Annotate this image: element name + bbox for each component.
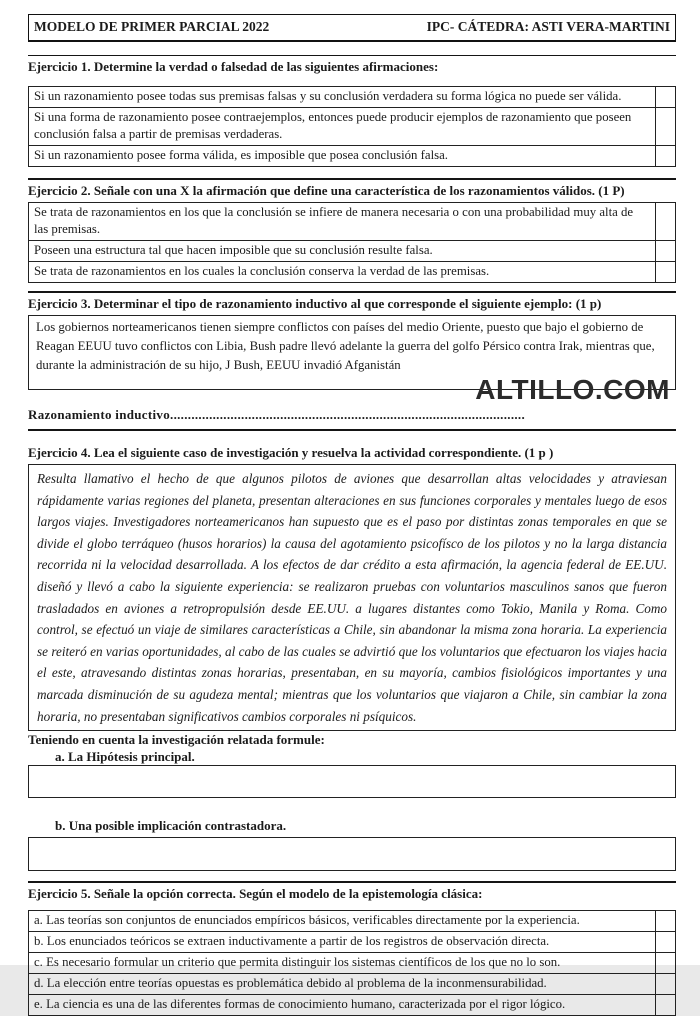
exercise3-answer-line: [28, 407, 676, 423]
answer-cell: [656, 241, 676, 262]
answer-cell: [656, 995, 676, 1016]
exercise5-title: Ejercicio 5. Señale la opción correcta. Según el modelo de la epistemología clásica:: [28, 886, 483, 902]
exercise4-title: Ejercicio 4. Lea el siguiente caso de investigación y resuelva la actividad correspondiente. (1 p ): [28, 445, 554, 460]
answer-cell: [656, 932, 676, 953]
answer-cell: [656, 974, 676, 995]
answer-cell: [656, 953, 676, 974]
answer-line-label: Razonamiento inductivo: [28, 407, 171, 422]
answer-cell: [656, 203, 676, 241]
statement-cell: Si una forma de razonamiento posee contraejemplos, entonces puede producir ejemplos de razonamiento que poseen conclusión falsa a partir de premisas verdaderas.: [29, 108, 656, 146]
answer-cell: [656, 146, 676, 167]
answer-cell: [656, 911, 676, 932]
site-watermark: ALTILLO.COM: [475, 374, 670, 405]
exercise2-table: [28, 202, 676, 283]
exercise3-title: Ejercicio 3. Determinar el tipo de razonamiento inductivo al que corresponde el siguiente ejemplo: (1 p): [28, 296, 602, 311]
section-divider: [28, 55, 676, 56]
exercise4-answer-box-a: [28, 765, 676, 798]
statement-cell: Se trata de razonamientos en los que la conclusión se infiere de manera necesaria o con una probabilidad muy alta de las premisas.: [29, 203, 656, 241]
exercise4-item-b: b. Una posible implicación contrastadora.: [55, 818, 287, 834]
table-row: [29, 911, 676, 932]
table-row: [29, 995, 676, 1016]
exercise1-title: Ejercicio 1. Determine la verdad o falsedad de las siguientes afirmaciones:: [28, 59, 439, 74]
option-cell: c. Es necesario formular un criterio que permita distinguir los sistemas científicos de los que no lo son.: [29, 953, 656, 974]
exam-title: MODELO DE PRIMER PARCIAL 2022: [34, 19, 270, 34]
table-row: [29, 108, 676, 146]
table-row: [29, 953, 676, 974]
section-divider: [28, 178, 676, 180]
exercise3-example-box: Los gobiernos norteamericanos tienen siempre conflictos con países del medio Oriente, puesto que bajo el gobierno de Reagan EEUU tuvo conflictos con Libia, Bush padre llevó adelante la guerra del golfo Pérsico contra Irak, mientras que, durante la administración de su hijo, J Bush, EEUU invadió Afganistán: [28, 315, 676, 390]
document-header: [28, 14, 676, 42]
option-cell: a. Las teorías son conjuntos de enunciados empíricos básicos, verificables directamente por la experiencia.: [29, 911, 656, 932]
exercise4-answer-box-b: [28, 837, 676, 871]
answer-cell: [656, 262, 676, 283]
answer-cell: [656, 87, 676, 108]
exercise4-case-box: Resulta llamativo el hecho de que algunos pilotos de aviones que desarrollan altas velocidades y atraviesan rápidamente varias regiones del planeta, presentan alteraciones en sus funciones corporales y mentales luego de esos largos viajes. Investigadores norteamericanos han supuesto que es el paso por distintas zonas temporales en que se divide el globo terráqueo (husos horarios) la causa del agotamiento psicofísco de los pilotos y no la larga distancia recorrida ni la velocidad desarrollada. A los efectos de dar crédito a esta afirmación, la agencia federal de EE.UU. diseñó y llevó a cabo la siguiente experiencia: se realizaron pruebas con voluntarios masculinos sanos que fueron trasladados en aviones a retropropulsión desde EE.UU. a lugares distantes como Tokio, Manila y Roma. Como control, se efectuó un viaje de similares características a Chile, sin abandonar la misma zona horaria. La experiencia se reiteró en varias oportunidades, al cabo de las cuales se advirtió que los voluntarios que efectuaron los viajes hacia el este, atravesando distintas zonas horarias, presentaban, en su mayoría, cambios fisiológicos importantes y una marcada disminución de su agudeza mental; mientras que los voluntarios que viajaron a Chile, sin cambiar la zona horaria, no presentaban significativos cambios corporales ni psíquicos.: [28, 464, 676, 731]
option-cell: b. Los enunciados teóricos se extraen inductivamente a partir de los registros de observación directa.: [29, 932, 656, 953]
table-row: [29, 87, 676, 108]
option-cell: e. La ciencia es una de las diferentes formas de conocimiento humano, caracterizada por el rigor lógico.: [29, 995, 656, 1016]
statement-cell: Se trata de razonamientos en los cuales la conclusión conserva la verdad de las premisas.: [29, 262, 656, 283]
course-title: IPC- CÁTEDRA: ASTI VERA-MARTINI: [426, 19, 670, 34]
statement-cell: Si un razonamiento posee forma válida, es imposible que posea conclusión falsa.: [29, 146, 656, 167]
statement-cell: Si un razonamiento posee todas sus premisas falsas y su conclusión verdadera su forma lógica no puede ser válida.: [29, 87, 656, 108]
table-row: [29, 203, 676, 241]
table-row: [29, 262, 676, 283]
answer-cell: [656, 108, 676, 146]
section-divider: [28, 881, 676, 883]
exercise3-example-wrap: [28, 315, 676, 405]
option-cell: d. La elección entre teorías opuestas es problemática debido al problema de la inconmensurabilidad.: [29, 974, 656, 995]
exercise5-table: [28, 910, 676, 1016]
section-divider: [28, 291, 676, 293]
table-row: [29, 146, 676, 167]
table-row: [29, 932, 676, 953]
section-divider: [28, 429, 676, 431]
exercise2-title: Ejercicio 2. Señale con una X la afirmación que define una característica de los razonamientos válidos. (1 P): [28, 183, 625, 198]
exercise1-table: [28, 86, 676, 167]
dotted-blank: ....................................................................................................: [170, 407, 526, 422]
exercise4-prompt: Teniendo en cuenta la investigación relatada formule:: [28, 732, 325, 748]
table-row: [29, 974, 676, 995]
statement-cell: Poseen una estructura tal que hacen imposible que su conclusión resulte falsa.: [29, 241, 656, 262]
exercise4-item-a: a. La Hipótesis principal.: [55, 749, 195, 765]
table-row: [29, 241, 676, 262]
